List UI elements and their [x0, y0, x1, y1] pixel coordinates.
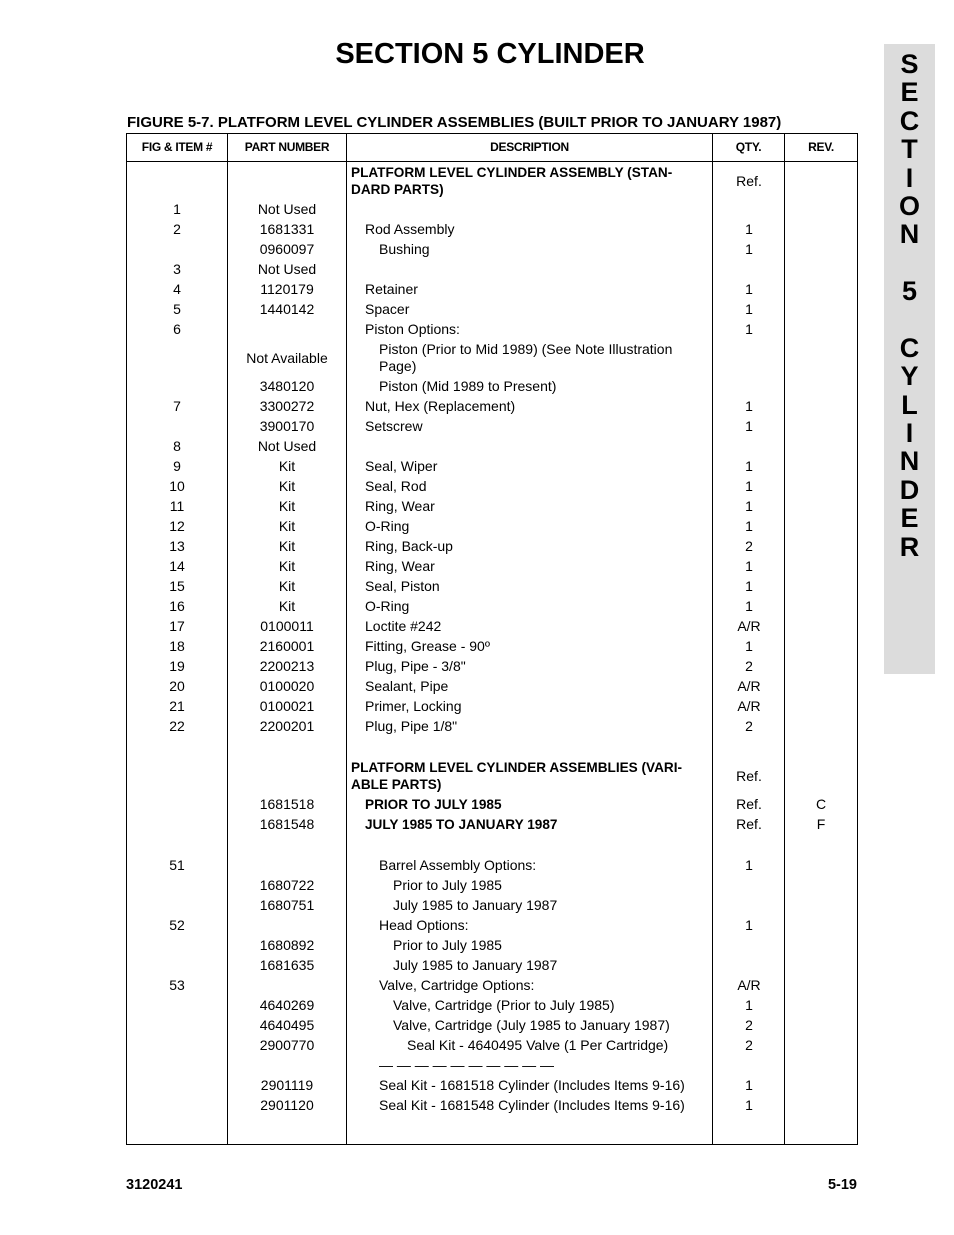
- row-rev: C: [815, 796, 827, 812]
- row-part-number: Not Used: [257, 261, 317, 277]
- row-qty: 1: [745, 558, 753, 574]
- row-qty: 2: [745, 1037, 753, 1053]
- row-part-number: Kit: [278, 518, 296, 534]
- row-qty: 1: [745, 1077, 753, 1093]
- row-description: Seal, Piston: [365, 578, 440, 594]
- row-item-number: 19: [169, 658, 185, 674]
- row-description: Ring, Wear: [365, 498, 435, 514]
- parts-table: [126, 133, 858, 1145]
- table-row: [127, 319, 857, 339]
- row-part-number: Kit: [278, 498, 296, 514]
- table-row: [127, 616, 857, 636]
- table-row: [127, 656, 857, 676]
- row-description: O-Ring: [365, 598, 410, 614]
- row-description: Ring, Back-up: [365, 538, 453, 554]
- row-qty: 2: [745, 1017, 753, 1033]
- row-description: Prior to July 1985: [393, 937, 502, 953]
- row-description: Prior to July 1985: [393, 877, 502, 893]
- table-row: [127, 199, 857, 219]
- row-description: Rod Assembly: [365, 221, 455, 237]
- row-qty: 1: [745, 418, 753, 434]
- side-tab-letter: S: [900, 49, 919, 79]
- table-row: [127, 736, 857, 757]
- row-qty: 2: [745, 658, 753, 674]
- row-item-number: 2: [173, 221, 181, 237]
- side-tab-letters: [884, 50, 935, 561]
- table-body: [127, 162, 857, 1115]
- row-item-number: 3: [173, 261, 181, 277]
- row-part-number: Not Available: [246, 349, 328, 366]
- row-part-number: Not Used: [257, 201, 317, 217]
- side-tab-letter: L: [901, 389, 918, 420]
- row-description: Piston (Mid 1989 to Present): [379, 378, 557, 394]
- row-item-number: 22: [169, 718, 185, 734]
- row-item-number: 52: [169, 917, 185, 933]
- row-qty: 1: [745, 458, 753, 474]
- row-part-number: Kit: [278, 598, 296, 614]
- row-description: PRIOR TO JULY 1985: [365, 797, 502, 812]
- row-description: PLATFORM LEVEL CYLINDER ASSEMBLY (STAN-DARD PARTS): [351, 165, 673, 197]
- side-tab-letter: N: [899, 219, 920, 250]
- side-tab-letter: C: [899, 332, 920, 363]
- side-tab-letter: O: [898, 190, 920, 221]
- table-row: [127, 396, 857, 416]
- table-row: [127, 935, 857, 955]
- row-description: JULY 1985 TO JANUARY 1987: [365, 817, 558, 832]
- row-qty: 2: [745, 718, 753, 734]
- row-part-number: 0100011: [260, 618, 314, 634]
- row-description: Spacer: [365, 301, 410, 317]
- row-item-number: 16: [169, 598, 185, 614]
- table-row: [127, 279, 857, 299]
- row-item-number: 51: [169, 857, 185, 873]
- row-description: — — — — — — — — — —: [379, 1057, 555, 1073]
- table-row: [127, 636, 857, 656]
- row-part-number: 1681635: [259, 957, 315, 973]
- row-part-number: 1681518: [259, 796, 315, 812]
- figure-caption: FIGURE 5-7. PLATFORM LEVEL CYLINDER ASSEMBLIES (BUILT PRIOR TO JANUARY 1987): [127, 114, 782, 131]
- header-description: DESCRIPTION: [490, 140, 569, 154]
- table-row: [127, 915, 857, 935]
- table-row: [127, 794, 857, 814]
- row-qty: 1: [745, 498, 753, 514]
- row-description: Valve, Cartridge Options:: [379, 977, 535, 993]
- row-item-number: 4: [173, 281, 181, 297]
- row-description: Plug, Pipe 1/8": [365, 718, 458, 734]
- row-part-number: Not Used: [257, 438, 317, 454]
- table-row: [127, 875, 857, 895]
- row-part-number: Kit: [278, 458, 296, 474]
- row-part-number: 4640269: [259, 997, 315, 1013]
- row-part-number: 0100020: [259, 678, 315, 694]
- row-part-number: 1681548: [259, 816, 315, 832]
- header-part-number: PART NUMBER: [244, 140, 330, 154]
- row-item-number: 18: [169, 638, 185, 654]
- row-qty: 1: [745, 578, 753, 594]
- row-qty: 1: [745, 598, 753, 614]
- row-qty: 1: [745, 301, 753, 317]
- row-qty: Ref.: [736, 767, 762, 784]
- table-row: [127, 436, 857, 456]
- side-tab-letter: I: [905, 418, 914, 449]
- header-fig-item: FIG & ITEM #: [141, 140, 213, 154]
- table-row: [127, 476, 857, 496]
- table-row: [127, 376, 857, 396]
- section-title: SECTION 5 CYLINDER: [335, 38, 645, 70]
- table-row: [127, 1075, 857, 1095]
- header-qty: QTY.: [735, 140, 762, 154]
- row-description: Valve, Cartridge (July 1985 to January 1987): [393, 1017, 670, 1033]
- side-tab-letter: Y: [900, 361, 919, 392]
- row-part-number: 3300272: [259, 398, 315, 414]
- row-part-number: 3480120: [259, 378, 315, 394]
- side-tab-letter: E: [900, 503, 919, 534]
- table-row: [127, 219, 857, 239]
- row-part-number: Kit: [278, 578, 296, 594]
- table-row: [127, 556, 857, 576]
- row-item-number: 1: [173, 201, 181, 217]
- row-part-number: 2900770: [259, 1037, 315, 1053]
- row-qty: A/R: [737, 678, 761, 694]
- row-qty: A/R: [737, 618, 761, 634]
- row-description: Bushing: [379, 241, 430, 257]
- row-description: Ring, Wear: [365, 558, 435, 574]
- row-part-number: 0100021: [259, 698, 315, 714]
- table-row: [127, 259, 857, 279]
- side-tab-letter: T: [901, 134, 918, 165]
- row-description: PLATFORM LEVEL CYLINDER ASSEMBLIES (VARI-ABLE PARTS): [351, 760, 683, 792]
- row-description: Head Options:: [379, 917, 469, 933]
- row-description: Seal, Rod: [365, 478, 427, 494]
- row-description: O-Ring: [365, 518, 410, 534]
- table-row: [127, 1015, 857, 1035]
- side-tab-letter: 5: [901, 276, 918, 307]
- row-item-number: 8: [173, 438, 181, 454]
- table-row: [127, 895, 857, 915]
- side-tab-letter: [884, 306, 935, 334]
- row-description: Valve, Cartridge (Prior to July 1985): [393, 997, 615, 1013]
- side-tab-letter: C: [899, 105, 920, 136]
- row-qty: 1: [745, 478, 753, 494]
- row-description: Seal, Wiper: [365, 458, 438, 474]
- row-part-number: Kit: [278, 478, 296, 494]
- table-row: [127, 995, 857, 1015]
- row-part-number: 1681331: [259, 221, 315, 237]
- table-row: [127, 1055, 857, 1075]
- table-row: [127, 496, 857, 516]
- table-row: [127, 239, 857, 259]
- row-part-number: 2200213: [259, 658, 315, 674]
- table-row: [127, 757, 857, 794]
- row-item-number: 12: [169, 518, 185, 534]
- table-row: [127, 955, 857, 975]
- row-description: Loctite #242: [365, 618, 442, 634]
- row-item-number: 10: [169, 478, 185, 494]
- row-qty: 1: [745, 398, 753, 414]
- table-row: [127, 855, 857, 875]
- side-tab-letter: D: [899, 474, 920, 505]
- row-item-number: 11: [169, 498, 185, 514]
- row-part-number: 0960097: [259, 241, 315, 257]
- row-qty: 1: [745, 241, 753, 257]
- row-description: Piston (Prior to Mid 1989) (See Note Illustration Page): [379, 341, 673, 374]
- row-item-number: 14: [169, 558, 185, 574]
- row-part-number: 2200201: [259, 718, 315, 734]
- table-row: [127, 576, 857, 596]
- row-qty: Ref.: [736, 796, 762, 812]
- side-tab-letter: R: [899, 531, 920, 562]
- row-description: Nut, Hex (Replacement): [365, 398, 516, 414]
- table-row: [127, 456, 857, 476]
- side-tab-letter: [884, 249, 935, 277]
- footer-doc-number: 3120241: [126, 1177, 183, 1193]
- side-tab-letter: N: [899, 446, 920, 477]
- row-qty: 1: [745, 997, 753, 1013]
- row-item-number: 9: [173, 458, 181, 474]
- row-part-number: 1120179: [260, 281, 314, 297]
- header-rev: REV.: [808, 140, 834, 154]
- row-qty: Ref.: [736, 172, 762, 189]
- table-row: [127, 162, 857, 199]
- row-item-number: 7: [173, 398, 181, 414]
- row-qty: 1: [745, 1097, 753, 1113]
- row-qty: 1: [745, 281, 753, 297]
- row-description: Primer, Locking: [365, 698, 462, 714]
- row-qty: 1: [745, 221, 753, 237]
- row-description: Seal Kit - 1681518 Cylinder (Includes Items 9-16): [379, 1077, 685, 1093]
- table-row: [127, 696, 857, 716]
- table-row: [127, 975, 857, 995]
- row-rev: F: [816, 816, 826, 832]
- table-row: [127, 416, 857, 436]
- table-row: [127, 716, 857, 736]
- table-row: [127, 299, 857, 319]
- row-description: July 1985 to January 1987: [393, 897, 558, 913]
- row-item-number: 21: [169, 698, 185, 714]
- row-description: Fitting, Grease - 90º: [365, 638, 490, 654]
- row-description: Seal Kit - 4640495 Valve (1 Per Cartridge): [407, 1037, 669, 1053]
- row-item-number: 17: [169, 618, 185, 634]
- row-qty: Ref.: [736, 816, 762, 832]
- row-description: Retainer: [365, 281, 418, 297]
- row-item-number: 6: [173, 321, 181, 337]
- row-part-number: Kit: [278, 558, 296, 574]
- table-row: [127, 676, 857, 696]
- footer-page-number: 5-19: [827, 1177, 857, 1193]
- side-tab-letter: I: [905, 162, 914, 193]
- row-qty: 1: [745, 857, 753, 873]
- row-part-number: 2160001: [259, 638, 315, 654]
- row-qty: A/R: [737, 698, 761, 714]
- row-part-number: Kit: [278, 538, 296, 554]
- table-row: [127, 1095, 857, 1115]
- row-description: Sealant, Pipe: [365, 678, 449, 694]
- side-tab-letter: E: [900, 77, 919, 108]
- row-qty: 1: [745, 638, 753, 654]
- row-description: July 1985 to January 1987: [393, 957, 558, 973]
- row-description: Plug, Pipe - 3/8": [365, 658, 466, 674]
- table-row: [127, 339, 857, 376]
- row-item-number: 5: [173, 301, 181, 317]
- row-description: Piston Options:: [365, 321, 460, 337]
- row-qty: A/R: [737, 977, 761, 993]
- table-row: [127, 536, 857, 556]
- row-part-number: 4640495: [259, 1017, 315, 1033]
- row-qty: 2: [745, 538, 753, 554]
- table-row: [127, 516, 857, 536]
- row-item-number: 53: [169, 977, 185, 993]
- row-item-number: 15: [169, 578, 185, 594]
- row-description: Seal Kit - 1681548 Cylinder (Includes Items 9-16): [379, 1097, 685, 1113]
- row-part-number: 2901119: [260, 1077, 314, 1093]
- table-row: [127, 596, 857, 616]
- row-part-number: 1680722: [259, 877, 315, 893]
- row-description: Setscrew: [365, 418, 423, 434]
- row-item-number: 20: [169, 678, 185, 694]
- row-part-number: 3900170: [259, 418, 315, 434]
- row-item-number: 13: [169, 538, 185, 554]
- table-row: [127, 814, 857, 834]
- row-qty: 1: [745, 321, 753, 337]
- table-row: [127, 1035, 857, 1055]
- row-part-number: 2901120: [260, 1097, 314, 1113]
- row-part-number: 1680892: [259, 937, 315, 953]
- row-description: Barrel Assembly Options:: [379, 857, 537, 873]
- row-part-number: 1680751: [259, 897, 315, 913]
- row-part-number: 1440142: [259, 301, 315, 317]
- table-row: [127, 834, 857, 855]
- section-side-tab: [884, 44, 935, 674]
- row-qty: 1: [745, 518, 753, 534]
- row-qty: 1: [745, 917, 753, 933]
